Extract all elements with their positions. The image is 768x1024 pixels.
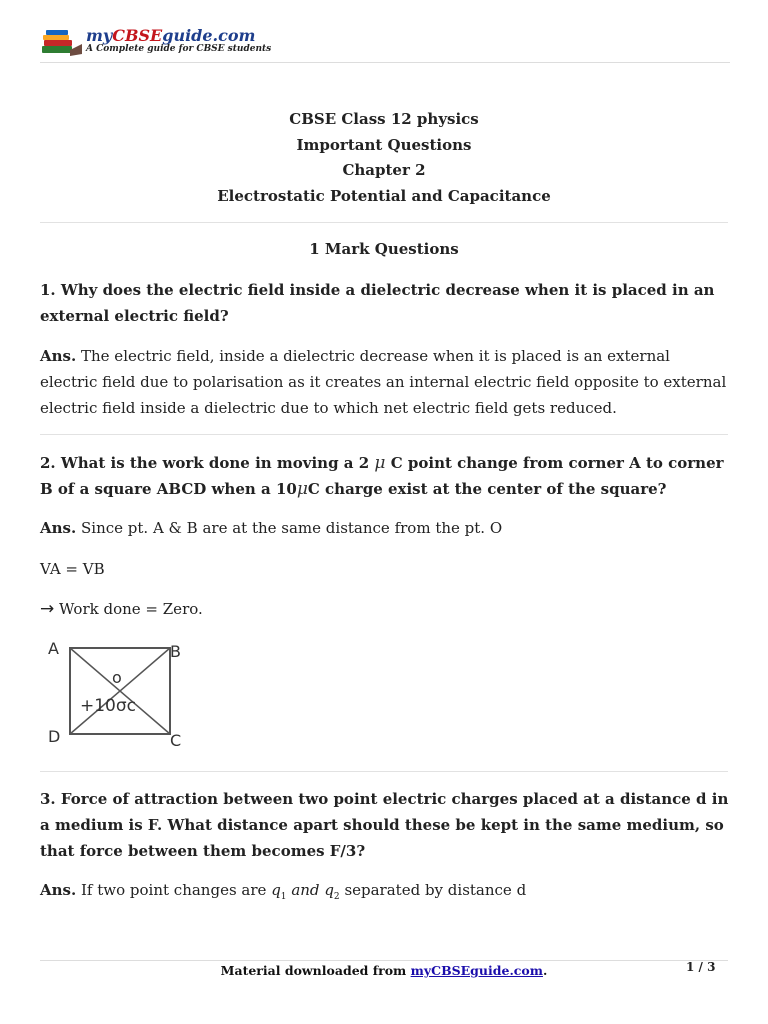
center-o-label: o: [112, 668, 122, 687]
footer-link[interactable]: myCBSEguide.com: [410, 963, 543, 978]
right-arrow-icon: →: [40, 599, 55, 619]
ans-label: Ans.: [40, 347, 77, 365]
divider: [40, 771, 728, 772]
logo-subtitle: A Complete guide for CBSE students: [86, 44, 272, 54]
question-1: 1. Why does the electric field inside a dielectric decrease when it is placed in an external electric field?: [40, 281, 715, 325]
answer-2-line-3: → Work done = Zero.: [40, 599, 203, 619]
answer-1-text: The electric field, inside a dielectric decrease when it is placed is an external electric field due to polarisation as it creates an internal electric field opposite to external electric field inside a dielectric due to which net electric field gets reduced.: [40, 347, 727, 417]
math-expression: $q_1$ and $q_2$: [271, 881, 340, 902]
title-line-3: Chapter 2: [342, 161, 426, 179]
footer-divider: [40, 960, 728, 961]
title-line-1: CBSE Class 12 physics: [289, 110, 479, 128]
corner-d-label: D: [48, 727, 61, 746]
page-footer: Material downloaded from myCBSEguide.com.: [220, 963, 548, 978]
charge-label: +10σc: [80, 696, 136, 716]
answer-2: [40, 515, 730, 541]
mu-symbol: μ: [296, 479, 308, 499]
mu-symbol: μ: [374, 453, 386, 473]
page-number: 1 / 3: [686, 960, 716, 974]
divider: [40, 222, 728, 223]
question-2: 2. What is the work done in moving a 2 μ C point change from corner A to corner B of a square ABCD when a 10μC charge exist at the center of the square?: [40, 453, 724, 499]
corner-c-label: C: [170, 731, 182, 750]
page-header: [40, 26, 730, 63]
title-line-2: Important Questions: [296, 135, 472, 154]
corner-a-label: A: [48, 639, 59, 658]
logo-title: myCBSEguide.com: [86, 26, 256, 45]
answer-3: Ans. If two point changes are $q_1$ and $q_2$ separated by distance d: [40, 881, 527, 902]
question-3: 3. Force of attraction between two point electric charges placed at a distance d in a medium is F. What distance apart should these be kept in the same medium, so that force between them becomes F/3?: [40, 790, 729, 860]
corner-b-label: B: [170, 642, 181, 661]
answer-2-line-2: VA = VB: [40, 560, 105, 578]
divider: [40, 434, 728, 435]
document-title: [40, 107, 728, 209]
books-logo-icon: [40, 28, 84, 58]
answer-2-text: Since pt. A & B are at the same distance from the pt. O: [81, 519, 503, 537]
answer-1: [40, 343, 730, 421]
section-title: 1 Mark Questions: [309, 240, 459, 258]
square-abcd-diagram: [44, 636, 194, 750]
ans-label: Ans.: [40, 519, 77, 537]
ans-label: Ans.: [40, 881, 77, 899]
title-line-4: Electrostatic Potential and Capacitance: [217, 186, 551, 205]
mycbseguide-logo[interactable]: [40, 26, 272, 58]
